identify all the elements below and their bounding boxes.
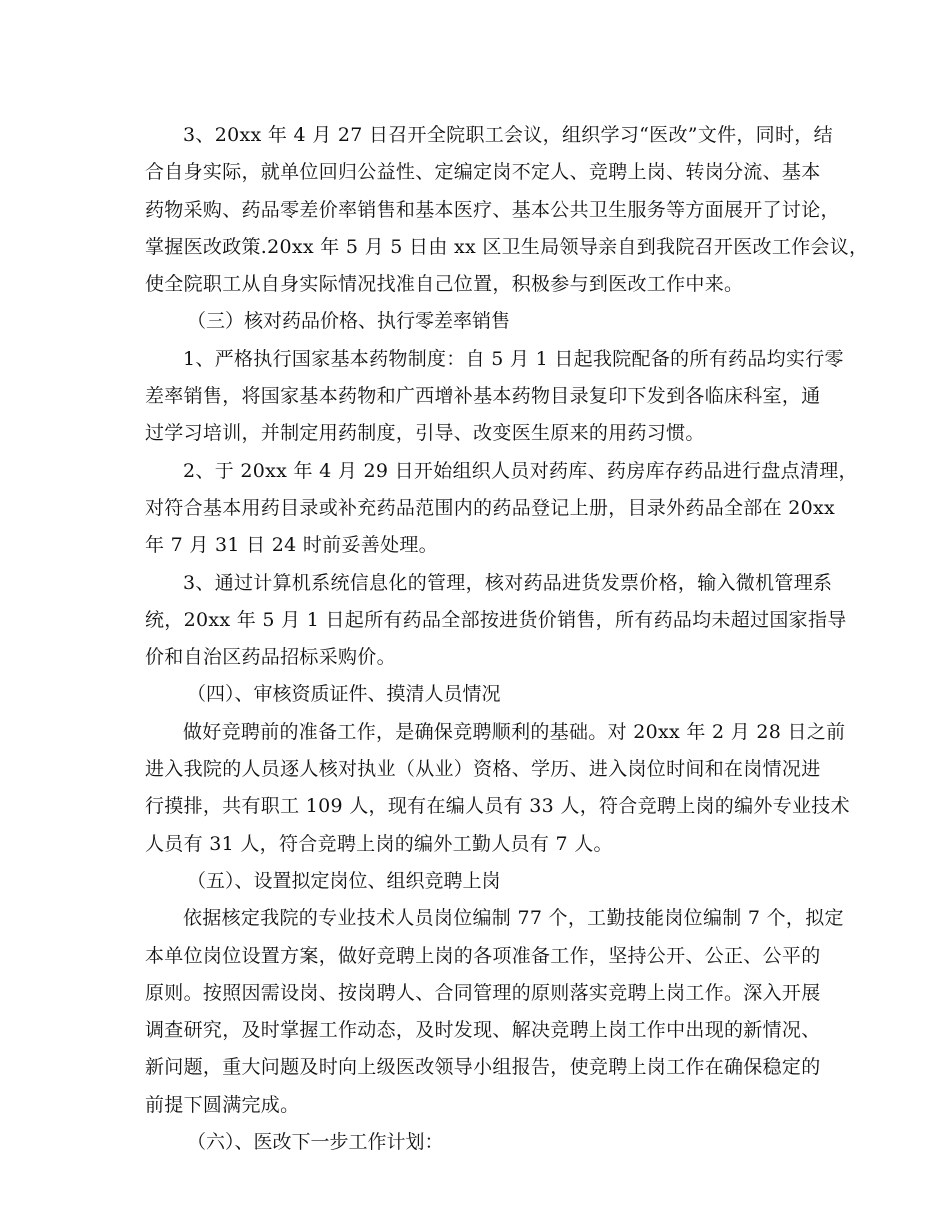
text-line: 依据核定我院的专业技术人员岗位编制 77 个，工勤技能岗位编制 7 个，拟定 [183, 907, 844, 930]
paragraph-inventory [145, 453, 858, 565]
text-line: 进入我院的人员逐人核对执业（从业）资格、学历、进入岗位时间和在岗情况进 [145, 758, 821, 781]
paragraph-meeting [145, 117, 869, 303]
text-line: 原则。按照因需设岗、按岗聘人、合同管理的原则落实竞聘上岗工作。深入开展 [145, 981, 821, 1004]
text-line: 差率销售，将国家基本药物和广西增补基本药物目录复印下发到各临床科室，通 [145, 385, 821, 408]
text-line: 药物采购、药品零差价率销售和基本医疗、基本公共卫生服务等方面展开了讨论， [145, 198, 840, 221]
text-line: 过学习培训，并制定用药制度，引导、改变医生原来的用药习惯。 [145, 422, 705, 445]
text-line: 调查研究，及时掌握工作动态，及时发现、解决竞聘上岗工作中出现的新情况、 [145, 1019, 821, 1042]
text-line: 年 7 月 31 日 24 时前妥善处理。 [145, 534, 438, 557]
text-line: 1、严格执行国家基本药物制度：自 5 月 1 日起我院配备的所有药品均实行零 [183, 347, 844, 370]
text-line: 做好竞聘前的准备工作，是确保竞聘顺利的基础。对 20xx 年 2 月 28 日之前 [183, 720, 846, 743]
section-heading: （六）、医改下一步工作计划： [187, 1131, 444, 1154]
text-line: 合自身实际，就单位回归公益性、定编定岗不定人、竞聘上岗、转岗分流、基本 [145, 161, 821, 184]
section-heading: （三）核对药品价格、执行零差率销售 [187, 310, 511, 333]
text-line: 人员有 31 人，符合竞聘上岗的编外工勤人员有 7 人。 [145, 832, 613, 855]
text-line: 3、20xx 年 4 月 27 日召开全院职工会议，组织学习“医改”文件，同时，结 [183, 124, 833, 146]
text-line: 新问题，重大问题及时向上级医改领导小组报告，使竞聘上岗工作在确保稳定的 [145, 1056, 821, 1079]
text-line: 对符合基本用药目录或补充药品范围内的药品登记上册，目录外药品全部在 20xx [145, 496, 836, 519]
text-line: 掌握医改政策.20xx 年 5 月 5 日由 xx 区卫生局领导亲自到我院召开医改工作会议， [145, 235, 869, 258]
paragraph-staff-review [145, 714, 850, 863]
section-heading: （四）、审核资质证件、摸清人员情况 [187, 683, 501, 706]
paragraph-drug-policy [145, 341, 844, 453]
text-line: 3、通过计算机系统信息化的管理，核对药品进货发票价格，输入微机管理系 [183, 571, 833, 594]
section-heading: （五）、设置拟定岗位、组织竞聘上岗 [187, 869, 501, 892]
text-line: 本单位岗位设置方案，做好竞聘上岗的各项准备工作，坚持公开、公正、公平的 [145, 944, 821, 967]
text-line: 2、于 20xx 年 4 月 29 日开始组织人员对药库、药房库存药品进行盘点清理， [183, 459, 858, 482]
text-line: 使全院职工从自身实际情况找准自己位置，积极参与到医改工作中来。 [145, 273, 744, 296]
text-line: 前提下圆满完成。 [145, 1093, 300, 1116]
paragraph-positions [145, 900, 844, 1124]
text-line: 行摸排，共有职工 109 人，现有在编人员有 33 人，符合竞聘上岗的编外专业技术 [145, 795, 850, 818]
text-line: 统，20xx 年 5 月 1 日起所有药品全部按进货价销售，所有药品均未超过国家指导 [145, 608, 847, 631]
text-line: 价和自治区药品招标采购价。 [145, 646, 396, 669]
paragraph-pricing [145, 565, 847, 677]
